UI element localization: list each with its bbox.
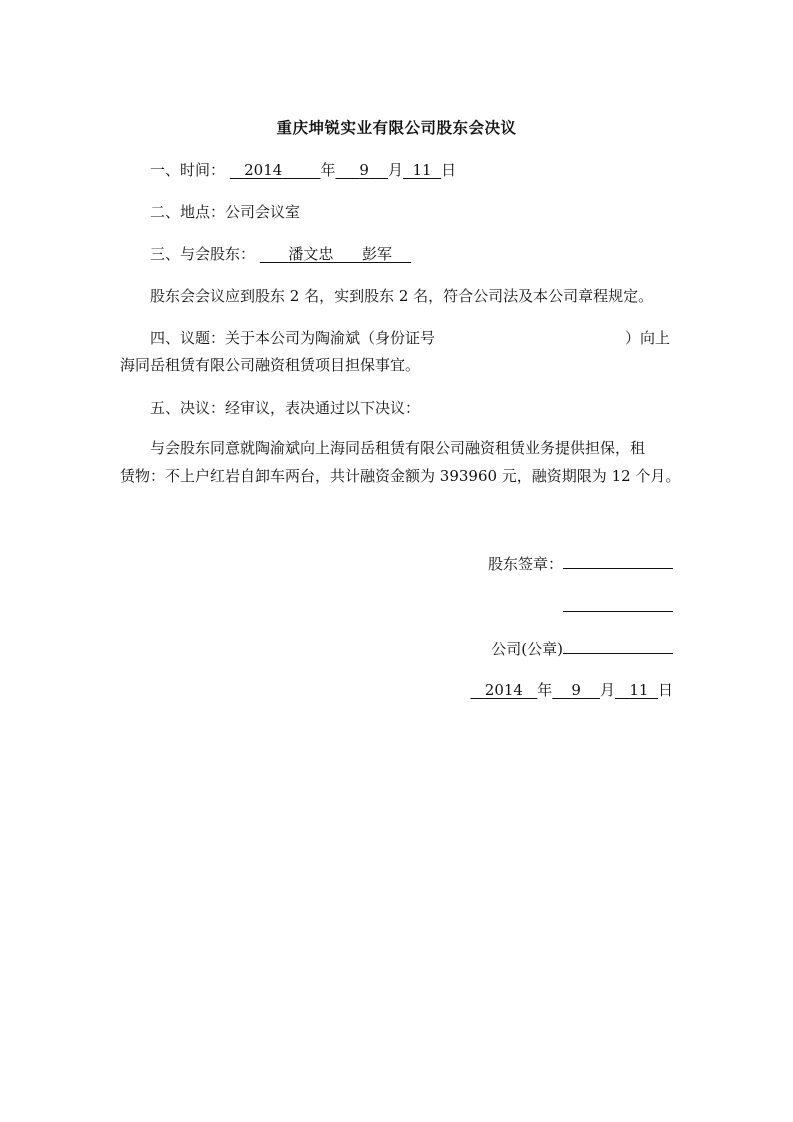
place-label: 二、地点： [150,203,226,221]
shareholder-signature-line-2 [563,596,673,617]
time-month-unit: 月 [387,161,403,179]
signature-date-year: 2014 [484,681,523,699]
place-line [150,202,300,222]
signature-date-day: 11 [629,681,649,699]
signature-date-month-unit: 月 [600,681,616,699]
time-label: 一、时间： [150,161,226,179]
shareholder-signature-line [488,553,673,574]
shareholder-signature-label: 股东签章： [487,555,563,573]
signature-date-year-unit: 年 [537,681,553,699]
resolution-line-1: 与会股东同意就陶渝斌向上海同岳租赁有限公司融资租赁业务提供担保，租 [150,439,646,457]
subject-line-2: 海同岳租赁有限公司融资租赁项目担保事宜。 [120,356,421,374]
company-seal-blank [563,638,673,654]
shareholders-line [150,244,411,264]
time-month: 9 [359,161,369,179]
company-seal-label: 公司(公章) [491,640,563,658]
time-year: 2014 [244,161,283,179]
signature-date-line [470,680,673,700]
shareholder-signature-blank-2 [563,596,673,612]
time-day: 11 [412,161,432,179]
shareholder-signature-blank-1 [563,553,673,569]
company-seal-line [491,638,673,659]
shareholder-name-2: 彭军 [362,245,393,263]
time-year-unit: 年 [320,161,336,179]
shareholder-name-1: 潘文忠 [288,245,334,263]
signature-date-day-unit: 日 [657,681,673,699]
shareholder-names [260,245,411,263]
attendance-line: 股东会会议应到股东 2 名，实到股东 2 名，符合公司法及本公司章程规定。 [150,287,654,305]
resolution-label: 五、决议：经审议，表决通过以下决议： [150,399,421,417]
signature-date-month: 9 [571,681,581,699]
shareholders-label: 三、与会股东： [150,245,256,263]
resolution-line-2: 赁物：不上户红岩自卸车两台，共计融资金额为 393960 元，融资期限为 12 个月。 [120,467,681,485]
subject-line-1-end: ）向上 [625,329,671,347]
document-title: 重庆坤锐实业有限公司股东会决议 [276,118,517,137]
place-value: 公司会议室 [225,203,301,221]
time-line [150,160,456,180]
subject-line-1: 四、议题：关于本公司为陶渝斌（身份证号 [150,329,436,347]
time-day-unit: 日 [441,161,457,179]
